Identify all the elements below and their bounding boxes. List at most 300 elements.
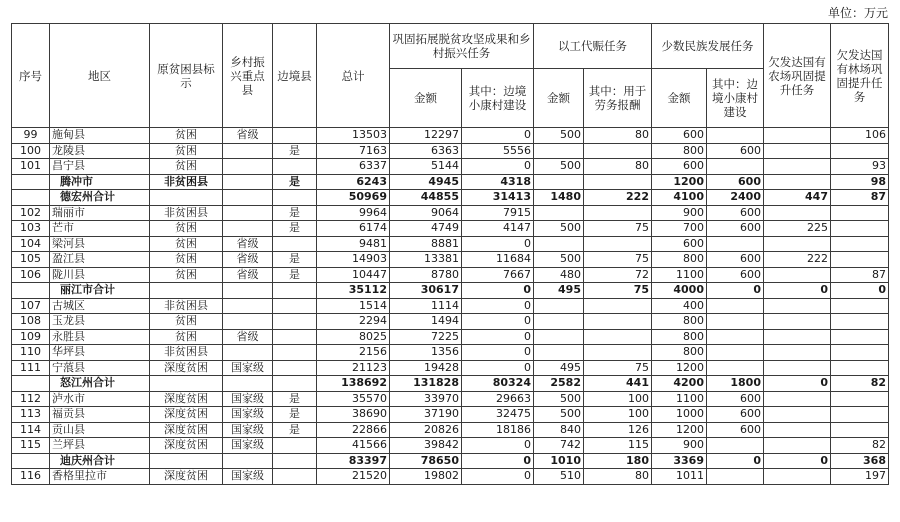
table-row: [12, 422, 889, 438]
cell-forest: [831, 221, 889, 237]
cell-border: 是: [273, 143, 317, 159]
cell-seq: [12, 453, 50, 469]
cell-region: 昌宁县: [50, 159, 150, 175]
cell-work-relief-amount: 480: [534, 267, 584, 283]
cell-key-county: [223, 221, 273, 237]
cell-minority-border-village: 600: [707, 422, 764, 438]
cell-border: [273, 329, 317, 345]
table-row: [12, 205, 889, 221]
cell-farm: 225: [764, 221, 831, 237]
cell-total: 21123: [317, 360, 390, 376]
cell-minority-border-village: [707, 345, 764, 361]
cell-consolidate-border-village: 32475: [462, 407, 534, 423]
cell-minority-amount: 1200: [652, 360, 707, 376]
cell-farm: [764, 391, 831, 407]
cell-forest: 197: [831, 469, 889, 485]
cell-poor-flag: 贫困: [150, 314, 223, 330]
cell-seq: 111: [12, 360, 50, 376]
cell-work-relief-labor: 80: [584, 159, 652, 175]
cell-minority-border-village: 2400: [707, 190, 764, 206]
cell-minority-amount: 600: [652, 236, 707, 252]
cell-minority-amount: 1011: [652, 469, 707, 485]
cell-work-relief-labor: 222: [584, 190, 652, 206]
cell-seq: 99: [12, 128, 50, 144]
cell-poor-flag: 非贫困县: [150, 205, 223, 221]
table-row: [12, 345, 889, 361]
cell-total: 2156: [317, 345, 390, 361]
cell-region: 华坪县: [50, 345, 150, 361]
cell-region: 德宏州合计: [50, 190, 150, 206]
cell-minority-amount: 400: [652, 298, 707, 314]
cell-farm: [764, 298, 831, 314]
cell-border: 是: [273, 252, 317, 268]
cell-seq: [12, 190, 50, 206]
cell-work-relief-labor: [584, 236, 652, 252]
cell-key-county: 国家级: [223, 438, 273, 454]
cell-consolidate-amount: 12297: [390, 128, 462, 144]
cell-work-relief-amount: 495: [534, 283, 584, 299]
cell-total: 83397: [317, 453, 390, 469]
cell-consolidate-border-village: 0: [462, 329, 534, 345]
cell-forest: [831, 143, 889, 159]
cell-consolidate-amount: 20826: [390, 422, 462, 438]
header-work-relief-amount: 金额: [534, 69, 584, 128]
cell-work-relief-labor: 115: [584, 438, 652, 454]
cell-total: 50969: [317, 190, 390, 206]
cell-forest: [831, 236, 889, 252]
cell-border: [273, 376, 317, 392]
cell-work-relief-labor: [584, 205, 652, 221]
cell-key-county: 省级: [223, 128, 273, 144]
cell-border: 是: [273, 205, 317, 221]
header-poor-flag: 原贫困县标示: [150, 24, 223, 128]
cell-border: [273, 190, 317, 206]
cell-key-county: [223, 298, 273, 314]
header-farm: 欠发达国有农场巩固提升任务: [764, 24, 831, 128]
cell-consolidate-border-village: 0: [462, 438, 534, 454]
table-header: [12, 24, 889, 128]
cell-minority-border-village: [707, 438, 764, 454]
cell-total: 2294: [317, 314, 390, 330]
cell-poor-flag: 深度贫困: [150, 422, 223, 438]
cell-consolidate-amount: 4945: [390, 174, 462, 190]
cell-region: 古城区: [50, 298, 150, 314]
cell-consolidate-amount: 44855: [390, 190, 462, 206]
cell-consolidate-amount: 131828: [390, 376, 462, 392]
cell-poor-flag: 深度贫困: [150, 360, 223, 376]
cell-consolidate-amount: 7225: [390, 329, 462, 345]
cell-total: 138692: [317, 376, 390, 392]
cell-region: 腾冲市: [50, 174, 150, 190]
cell-seq: [12, 283, 50, 299]
cell-total: 6337: [317, 159, 390, 175]
cell-seq: [12, 174, 50, 190]
cell-work-relief-labor: 75: [584, 283, 652, 299]
unit-label: 单位：万元: [827, 6, 888, 20]
cell-work-relief-amount: 500: [534, 221, 584, 237]
cell-key-county: [223, 376, 273, 392]
cell-consolidate-amount: 9064: [390, 205, 462, 221]
cell-forest: [831, 252, 889, 268]
cell-forest: [831, 407, 889, 423]
cell-work-relief-labor: 72: [584, 267, 652, 283]
cell-border: [273, 159, 317, 175]
cell-seq: 116: [12, 469, 50, 485]
cell-minority-amount: 800: [652, 314, 707, 330]
cell-seq: 115: [12, 438, 50, 454]
cell-work-relief-amount: [534, 236, 584, 252]
cell-consolidate-border-village: 0: [462, 360, 534, 376]
cell-minority-amount: 700: [652, 221, 707, 237]
cell-consolidate-border-village: 0: [462, 236, 534, 252]
cell-work-relief-labor: 441: [584, 376, 652, 392]
cell-work-relief-labor: 126: [584, 422, 652, 438]
cell-region: 兰坪县: [50, 438, 150, 454]
cell-work-relief-amount: 500: [534, 128, 584, 144]
cell-work-relief-labor: 75: [584, 360, 652, 376]
cell-total: 6174: [317, 221, 390, 237]
cell-consolidate-border-village: 4318: [462, 174, 534, 190]
cell-minority-border-village: [707, 329, 764, 345]
cell-minority-border-village: 600: [707, 267, 764, 283]
cell-minority-amount: 900: [652, 438, 707, 454]
cell-key-county: 国家级: [223, 407, 273, 423]
cell-consolidate-amount: 1114: [390, 298, 462, 314]
cell-region: 陇川县: [50, 267, 150, 283]
cell-forest: [831, 345, 889, 361]
cell-minority-border-village: 600: [707, 143, 764, 159]
cell-key-county: [223, 174, 273, 190]
cell-forest: [831, 391, 889, 407]
cell-minority-border-village: 0: [707, 453, 764, 469]
cell-consolidate-amount: 8881: [390, 236, 462, 252]
cell-poor-flag: 贫困: [150, 221, 223, 237]
cell-border: [273, 345, 317, 361]
table-row: [12, 252, 889, 268]
header-minority-border-village: 其中：边境小康村建设: [707, 69, 764, 128]
cell-border: [273, 360, 317, 376]
allocation-table: [11, 23, 889, 485]
cell-consolidate-amount: 1494: [390, 314, 462, 330]
cell-minority-amount: 1200: [652, 174, 707, 190]
cell-total: 21520: [317, 469, 390, 485]
cell-seq: 109: [12, 329, 50, 345]
cell-farm: [764, 469, 831, 485]
subtotal-row: [12, 174, 889, 190]
cell-seq: 108: [12, 314, 50, 330]
cell-border: 是: [273, 407, 317, 423]
cell-minority-border-village: [707, 360, 764, 376]
cell-farm: [764, 174, 831, 190]
cell-minority-border-village: 0: [707, 283, 764, 299]
cell-work-relief-amount: 510: [534, 469, 584, 485]
cell-poor-flag: 深度贫困: [150, 391, 223, 407]
cell-seq: 107: [12, 298, 50, 314]
table-row: [12, 143, 889, 159]
header-minority-amount: 金额: [652, 69, 707, 128]
cell-border: [273, 298, 317, 314]
header-forest: 欠发达国有林场巩固提升任务: [831, 24, 889, 128]
cell-work-relief-amount: 500: [534, 407, 584, 423]
cell-minority-amount: 600: [652, 159, 707, 175]
cell-consolidate-border-village: 7915: [462, 205, 534, 221]
cell-key-county: 国家级: [223, 391, 273, 407]
cell-consolidate-amount: 4749: [390, 221, 462, 237]
cell-consolidate-border-village: 0: [462, 314, 534, 330]
cell-border: 是: [273, 267, 317, 283]
cell-key-county: 省级: [223, 329, 273, 345]
cell-border: 是: [273, 391, 317, 407]
header-minority-group: 少数民族发展任务: [652, 24, 764, 69]
cell-consolidate-border-village: 31413: [462, 190, 534, 206]
cell-region: 玉龙县: [50, 314, 150, 330]
cell-consolidate-amount: 6363: [390, 143, 462, 159]
cell-farm: [764, 438, 831, 454]
cell-key-county: 省级: [223, 267, 273, 283]
cell-border: [273, 453, 317, 469]
cell-forest: [831, 298, 889, 314]
table-row: [12, 159, 889, 175]
cell-minority-border-village: [707, 236, 764, 252]
cell-total: 41566: [317, 438, 390, 454]
cell-work-relief-amount: [534, 345, 584, 361]
cell-total: 38690: [317, 407, 390, 423]
header-region: 地区: [50, 24, 150, 128]
cell-work-relief-amount: 500: [534, 159, 584, 175]
cell-minority-border-village: 600: [707, 221, 764, 237]
cell-key-county: [223, 190, 273, 206]
cell-work-relief-labor: [584, 174, 652, 190]
cell-work-relief-labor: 80: [584, 469, 652, 485]
cell-forest: [831, 329, 889, 345]
cell-work-relief-labor: [584, 298, 652, 314]
cell-region: 盈江县: [50, 252, 150, 268]
cell-work-relief-amount: 495: [534, 360, 584, 376]
cell-border: [273, 236, 317, 252]
cell-work-relief-amount: 1480: [534, 190, 584, 206]
cell-poor-flag: 贫困: [150, 143, 223, 159]
cell-work-relief-amount: 500: [534, 391, 584, 407]
cell-seq: 106: [12, 267, 50, 283]
cell-consolidate-border-village: 0: [462, 128, 534, 144]
cell-farm: [764, 314, 831, 330]
header-consolidate-amount: 金额: [390, 69, 462, 128]
cell-consolidate-border-village: 0: [462, 345, 534, 361]
cell-poor-flag: 贫困: [150, 252, 223, 268]
cell-forest: 87: [831, 190, 889, 206]
cell-work-relief-labor: [584, 329, 652, 345]
cell-region: 怒江州合计: [50, 376, 150, 392]
cell-border: 是: [273, 422, 317, 438]
cell-seq: 110: [12, 345, 50, 361]
cell-border: [273, 469, 317, 485]
cell-forest: 106: [831, 128, 889, 144]
cell-border: [273, 283, 317, 299]
cell-work-relief-amount: [534, 174, 584, 190]
cell-seq: 100: [12, 143, 50, 159]
table-row: [12, 438, 889, 454]
cell-work-relief-labor: 100: [584, 391, 652, 407]
cell-key-county: 省级: [223, 252, 273, 268]
cell-region: 宁蒗县: [50, 360, 150, 376]
cell-poor-flag: [150, 283, 223, 299]
table-row: [12, 128, 889, 144]
cell-farm: 222: [764, 252, 831, 268]
cell-consolidate-amount: 19802: [390, 469, 462, 485]
subtotal-row: [12, 283, 889, 299]
cell-seq: 112: [12, 391, 50, 407]
cell-key-county: [223, 345, 273, 361]
cell-region: 龙陵县: [50, 143, 150, 159]
cell-forest: 368: [831, 453, 889, 469]
cell-minority-border-village: 600: [707, 205, 764, 221]
cell-border: 是: [273, 221, 317, 237]
cell-forest: 98: [831, 174, 889, 190]
cell-consolidate-amount: 5144: [390, 159, 462, 175]
table-row: [12, 314, 889, 330]
table-row: [12, 391, 889, 407]
cell-key-county: 国家级: [223, 360, 273, 376]
cell-region: 梁河县: [50, 236, 150, 252]
table-body: [12, 128, 889, 485]
cell-seq: 113: [12, 407, 50, 423]
cell-consolidate-amount: 1356: [390, 345, 462, 361]
cell-farm: [764, 329, 831, 345]
cell-poor-flag: 深度贫困: [150, 438, 223, 454]
cell-work-relief-amount: 742: [534, 438, 584, 454]
cell-border: [273, 314, 317, 330]
cell-consolidate-amount: 33970: [390, 391, 462, 407]
cell-region: 福贡县: [50, 407, 150, 423]
cell-consolidate-amount: 19428: [390, 360, 462, 376]
cell-work-relief-amount: 840: [534, 422, 584, 438]
cell-key-county: 国家级: [223, 422, 273, 438]
cell-minority-amount: 1100: [652, 267, 707, 283]
table-row: [12, 267, 889, 283]
cell-minority-border-village: [707, 314, 764, 330]
cell-minority-border-village: [707, 469, 764, 485]
cell-farm: 0: [764, 283, 831, 299]
cell-consolidate-amount: 13381: [390, 252, 462, 268]
cell-poor-flag: 非贫困县: [150, 174, 223, 190]
cell-work-relief-amount: 500: [534, 252, 584, 268]
cell-consolidate-border-village: 0: [462, 469, 534, 485]
cell-key-county: 国家级: [223, 469, 273, 485]
cell-work-relief-labor: [584, 314, 652, 330]
cell-minority-amount: 800: [652, 329, 707, 345]
cell-work-relief-amount: [534, 298, 584, 314]
header-work-relief-group: 以工代赈任务: [534, 24, 652, 69]
cell-farm: [764, 236, 831, 252]
cell-total: 8025: [317, 329, 390, 345]
cell-total: 35570: [317, 391, 390, 407]
cell-minority-amount: 4000: [652, 283, 707, 299]
cell-total: 7163: [317, 143, 390, 159]
cell-region: 施甸县: [50, 128, 150, 144]
cell-seq: 105: [12, 252, 50, 268]
cell-minority-amount: 1100: [652, 391, 707, 407]
cell-work-relief-amount: 2582: [534, 376, 584, 392]
cell-minority-border-village: 1800: [707, 376, 764, 392]
cell-total: 13503: [317, 128, 390, 144]
cell-farm: 447: [764, 190, 831, 206]
cell-total: 14903: [317, 252, 390, 268]
cell-seq: 102: [12, 205, 50, 221]
cell-consolidate-border-village: 0: [462, 453, 534, 469]
cell-minority-border-village: [707, 298, 764, 314]
table-row: [12, 329, 889, 345]
header-total: 总计: [317, 24, 390, 128]
cell-minority-amount: 800: [652, 345, 707, 361]
cell-consolidate-border-village: 0: [462, 283, 534, 299]
cell-minority-border-village: [707, 128, 764, 144]
cell-seq: 103: [12, 221, 50, 237]
cell-region: 瑞丽市: [50, 205, 150, 221]
cell-minority-amount: 4200: [652, 376, 707, 392]
cell-minority-border-village: 600: [707, 174, 764, 190]
header-border: 边境县: [273, 24, 317, 128]
cell-consolidate-border-village: 11684: [462, 252, 534, 268]
cell-work-relief-amount: [534, 314, 584, 330]
cell-forest: [831, 422, 889, 438]
cell-key-county: [223, 453, 273, 469]
cell-region: 永胜县: [50, 329, 150, 345]
table-row: [12, 298, 889, 314]
cell-minority-amount: 3369: [652, 453, 707, 469]
header-consolidate-group: 巩固拓展脱贫攻坚成果和乡村振兴任务: [390, 24, 534, 69]
cell-forest: [831, 314, 889, 330]
cell-forest: 82: [831, 376, 889, 392]
cell-minority-border-village: [707, 159, 764, 175]
cell-poor-flag: [150, 453, 223, 469]
cell-total: 9964: [317, 205, 390, 221]
cell-forest: 82: [831, 438, 889, 454]
cell-minority-amount: 800: [652, 143, 707, 159]
cell-farm: [764, 407, 831, 423]
cell-minority-amount: 4100: [652, 190, 707, 206]
cell-consolidate-border-village: 29663: [462, 391, 534, 407]
subtotal-row: [12, 190, 889, 206]
cell-minority-amount: 1000: [652, 407, 707, 423]
cell-minority-border-village: 600: [707, 391, 764, 407]
cell-farm: 0: [764, 376, 831, 392]
cell-poor-flag: 贫困: [150, 329, 223, 345]
cell-farm: [764, 422, 831, 438]
table-row: [12, 360, 889, 376]
header-work-relief-labor: 其中：用于劳务报酬: [584, 69, 652, 128]
cell-consolidate-border-village: 18186: [462, 422, 534, 438]
cell-poor-flag: 深度贫困: [150, 407, 223, 423]
cell-consolidate-amount: 37190: [390, 407, 462, 423]
cell-region: 芒市: [50, 221, 150, 237]
cell-consolidate-amount: 8780: [390, 267, 462, 283]
cell-seq: 101: [12, 159, 50, 175]
header-consolidate-border-village: 其中：边境小康村建设: [462, 69, 534, 128]
cell-consolidate-amount: 39842: [390, 438, 462, 454]
cell-work-relief-labor: 80: [584, 128, 652, 144]
cell-total: 6243: [317, 174, 390, 190]
cell-key-county: [223, 314, 273, 330]
cell-poor-flag: [150, 376, 223, 392]
cell-work-relief-labor: 75: [584, 221, 652, 237]
cell-forest: [831, 205, 889, 221]
cell-region: 贡山县: [50, 422, 150, 438]
cell-poor-flag: 非贫困县: [150, 345, 223, 361]
table-row: [12, 469, 889, 485]
header-key-county: 乡村振兴重点县: [223, 24, 273, 128]
cell-region: 香格里拉市: [50, 469, 150, 485]
cell-work-relief-labor: 75: [584, 252, 652, 268]
